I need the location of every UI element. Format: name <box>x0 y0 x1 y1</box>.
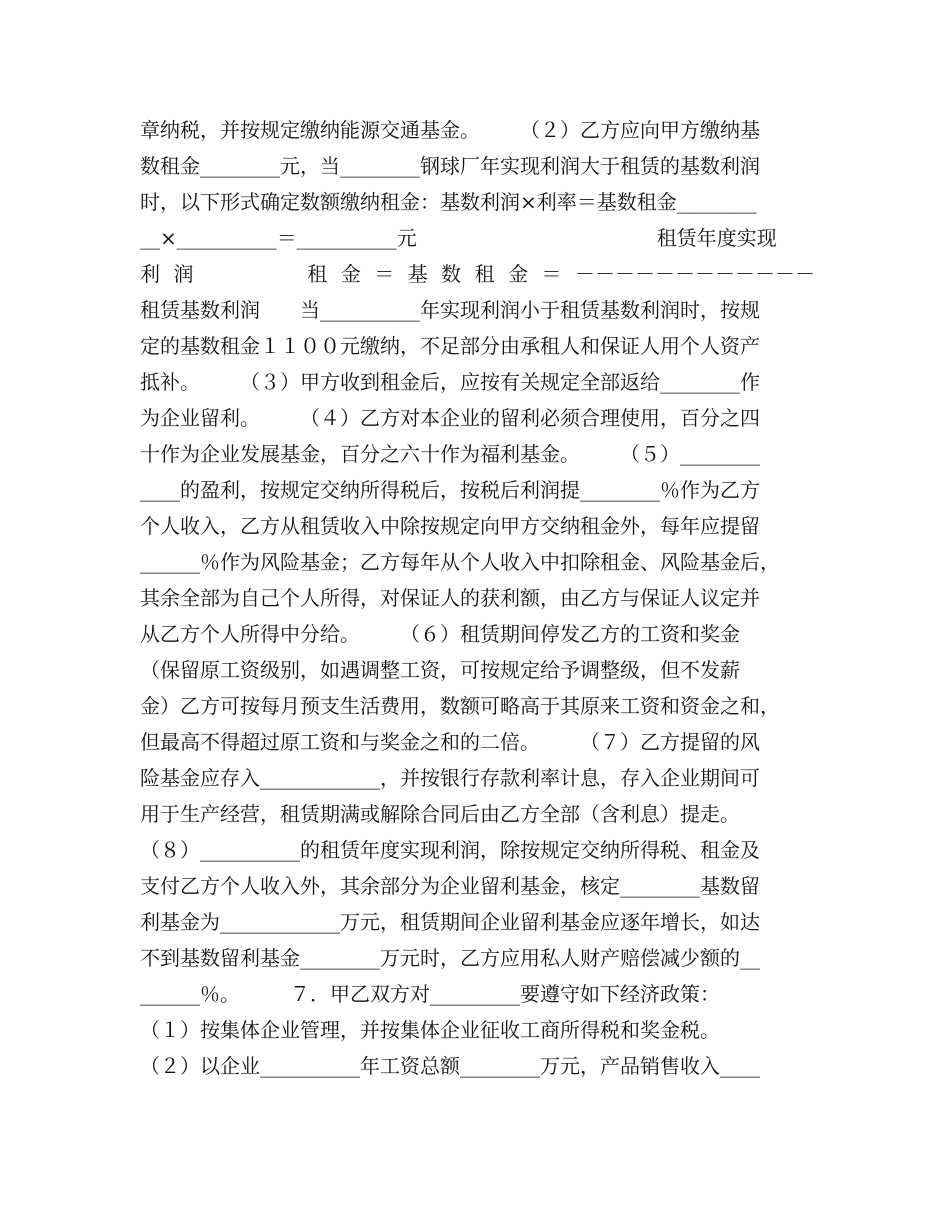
text-line: 其余全部为自己个人所得，对保证人的获利额，由乙方与保证人议定并 <box>140 586 760 610</box>
text-line: 利基金为____________万元，租赁期间企业留利基金应逐年增长，如达 <box>140 910 760 934</box>
text-line: 个人收入，乙方从租赁收入中除按规定向甲方交纳租金外，每年应提留 <box>140 514 760 538</box>
text-line: 时，以下形式确定数额缴纳租金：基数利润×利率＝基数租金________ <box>140 190 757 214</box>
text-line: 金）乙方可按每月预支生活费用，数额可略高于其原来工资和资金之和， <box>140 694 780 718</box>
text-line: 支付乙方个人收入外，其余部分为企业留利基金，核定________基数留 <box>140 874 760 898</box>
text-line: ____的盈利，按规定交纳所得税后，按税后利润提________％作为乙方 <box>140 478 760 502</box>
text-line: 定的基数租金１１００元缴纳，不足部分由承租人和保证人用个人资产 <box>140 334 760 358</box>
text-line: 数租金________元，当________钢球厂年实现利润大于租赁的基数利润 <box>140 154 760 178</box>
text-line: （８）__________的租赁年度实现利润，除按规定交纳所得税、租金及 <box>140 838 760 862</box>
text-line: 险基金应存入____________，并按银行存款利率计息，存入企业期间可 <box>140 766 760 790</box>
text-line: 为企业留利。 （４）乙方对本企业的留利必须合理使用，百分之四 <box>140 406 760 430</box>
text-line: ______％作为风险基金；乙方每年从个人收入中扣除租金、风险基金后， <box>140 550 780 574</box>
text-line: 十作为企业发展基金，百分之六十作为福利基金。 （５）________ <box>140 442 760 466</box>
text-line: 用于生产经营，租赁期满或解除合同后由乙方全部（含利息）提走。 <box>140 802 740 826</box>
text-line: 租赁基数利润 当__________年实现利润小于租赁基数利润时，按规 <box>140 298 760 322</box>
text-line: 但最高不得超过原工资和与奖金之和的二倍。 （７）乙方提留的风 <box>140 730 760 754</box>
text-line: 利润 租金＝基数租金＝－－－－－－－－－－－－ <box>140 262 815 286</box>
text-line: 从乙方个人所得中分给。 （６）租赁期间停发乙方的工资和奖金 <box>140 622 740 646</box>
text-line: 抵补。 （３）甲方收到租金后，应按有关规定全部返给________作 <box>140 370 760 394</box>
text-line: （２）以企业__________年工资总额________万元，产品销售收入____ <box>140 1054 760 1078</box>
text-line: （１）按集体企业管理，并按集体企业征收工商所得税和奖金税。 <box>140 1018 720 1042</box>
text-line: 不到基数留利基金________万元时，乙方应用私人财产赔偿减少额的__ <box>140 946 760 970</box>
text-line: （保留原工资级别，如遇调整工资，可按规定给予调整级，但不发薪 <box>140 658 740 682</box>
text-line: 章纳税，并按规定缴纳能源交通基金。 （２）乙方应向甲方缴纳基 <box>140 118 760 142</box>
text-line: ______％。 ７．甲乙双方对_________要遵守如下经济政策： <box>140 982 720 1006</box>
text-line: __×__________＝__________元 租赁年度实现 <box>140 226 777 250</box>
contract-text <box>140 112 815 1084</box>
